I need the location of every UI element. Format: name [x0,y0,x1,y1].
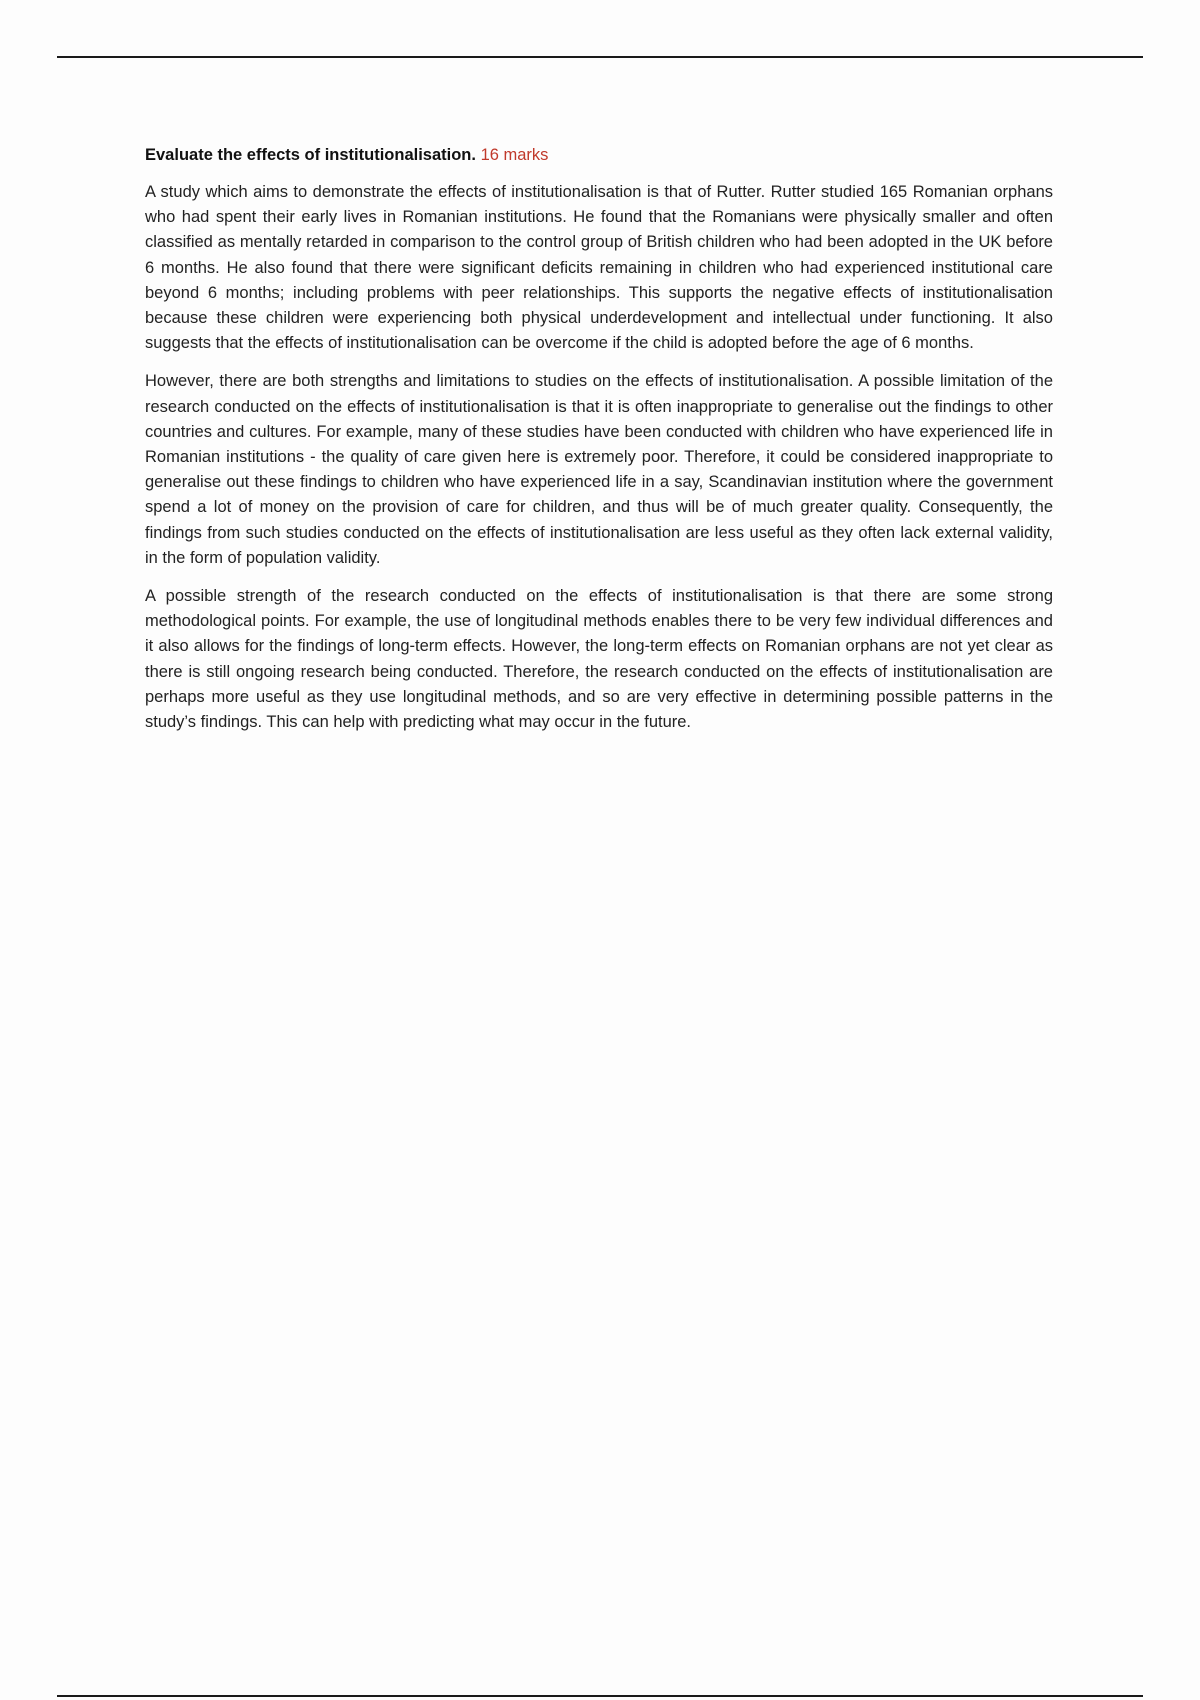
footer-rule [57,1695,1143,1697]
question-heading [145,142,1053,168]
question-text: Evaluate the effects of institutionalisation. [145,146,476,164]
paragraph-2: However, there are both strengths and limitations to studies on the effects of institutionalisation. A possible limitation of the research conducted on the effects of institutionalisation is that it is often inappropriate to generalise out the findings to other countries and cultures. For example, many of these studies have been conducted with children who have experienced life in Romanian institutions - the quality of care given here is extremely poor. Therefore, it could be considered inappropriate to generalise out these findings to children who have experienced life in a say, Scandinavian institution where the government spend a lot of money on the provision of care for children, and thus will be of much greater quality. Consequently, the findings from such studies conducted on the effects of institutionalisation are less useful as they often lack external validity, in the form of population validity. [145,372,1053,567]
marks-label: 16 marks [480,146,549,164]
header-rule [57,56,1143,58]
paragraph-3: A possible strength of the research conducted on the effects of institutionalisation is that there are some strong methodological points. For example, the use of longitudinal methods enables there to be very few individual differences and it also allows for the findings of long-term effects. However, the long-term effects on Romanian orphans are not yet clear as there is still ongoing research being conducted. Therefore, the research conducted on the effects of institutionalisation are perhaps more useful as they use longitudinal methods, and so are very effective in determining possible patterns in the study’s findings. This can help with predicting what may occur in the future. [145,587,1053,732]
paragraph-1: A study which aims to demonstrate the effects of institutionalisation is that of Rutter. Rutter studied 165 Romanian orphans who had spent their early lives in Romanian institutions. He found that the Romanians were physically smaller and often classified as mentally retarded in comparison to the control group of British children who had been adopted in the UK before 6 months. He also found that there were significant deficits remaining in children who had experienced institutional care beyond 6 months; including problems with peer relationships. This supports the negative effects of institutionalisation because these children were experiencing both physical underdevelopment and intellectual under functioning. It also suggests that the effects of institutionalisation can be overcome if the child is adopted before the age of 6 months. [145,183,1053,353]
document-body [145,142,1053,748]
